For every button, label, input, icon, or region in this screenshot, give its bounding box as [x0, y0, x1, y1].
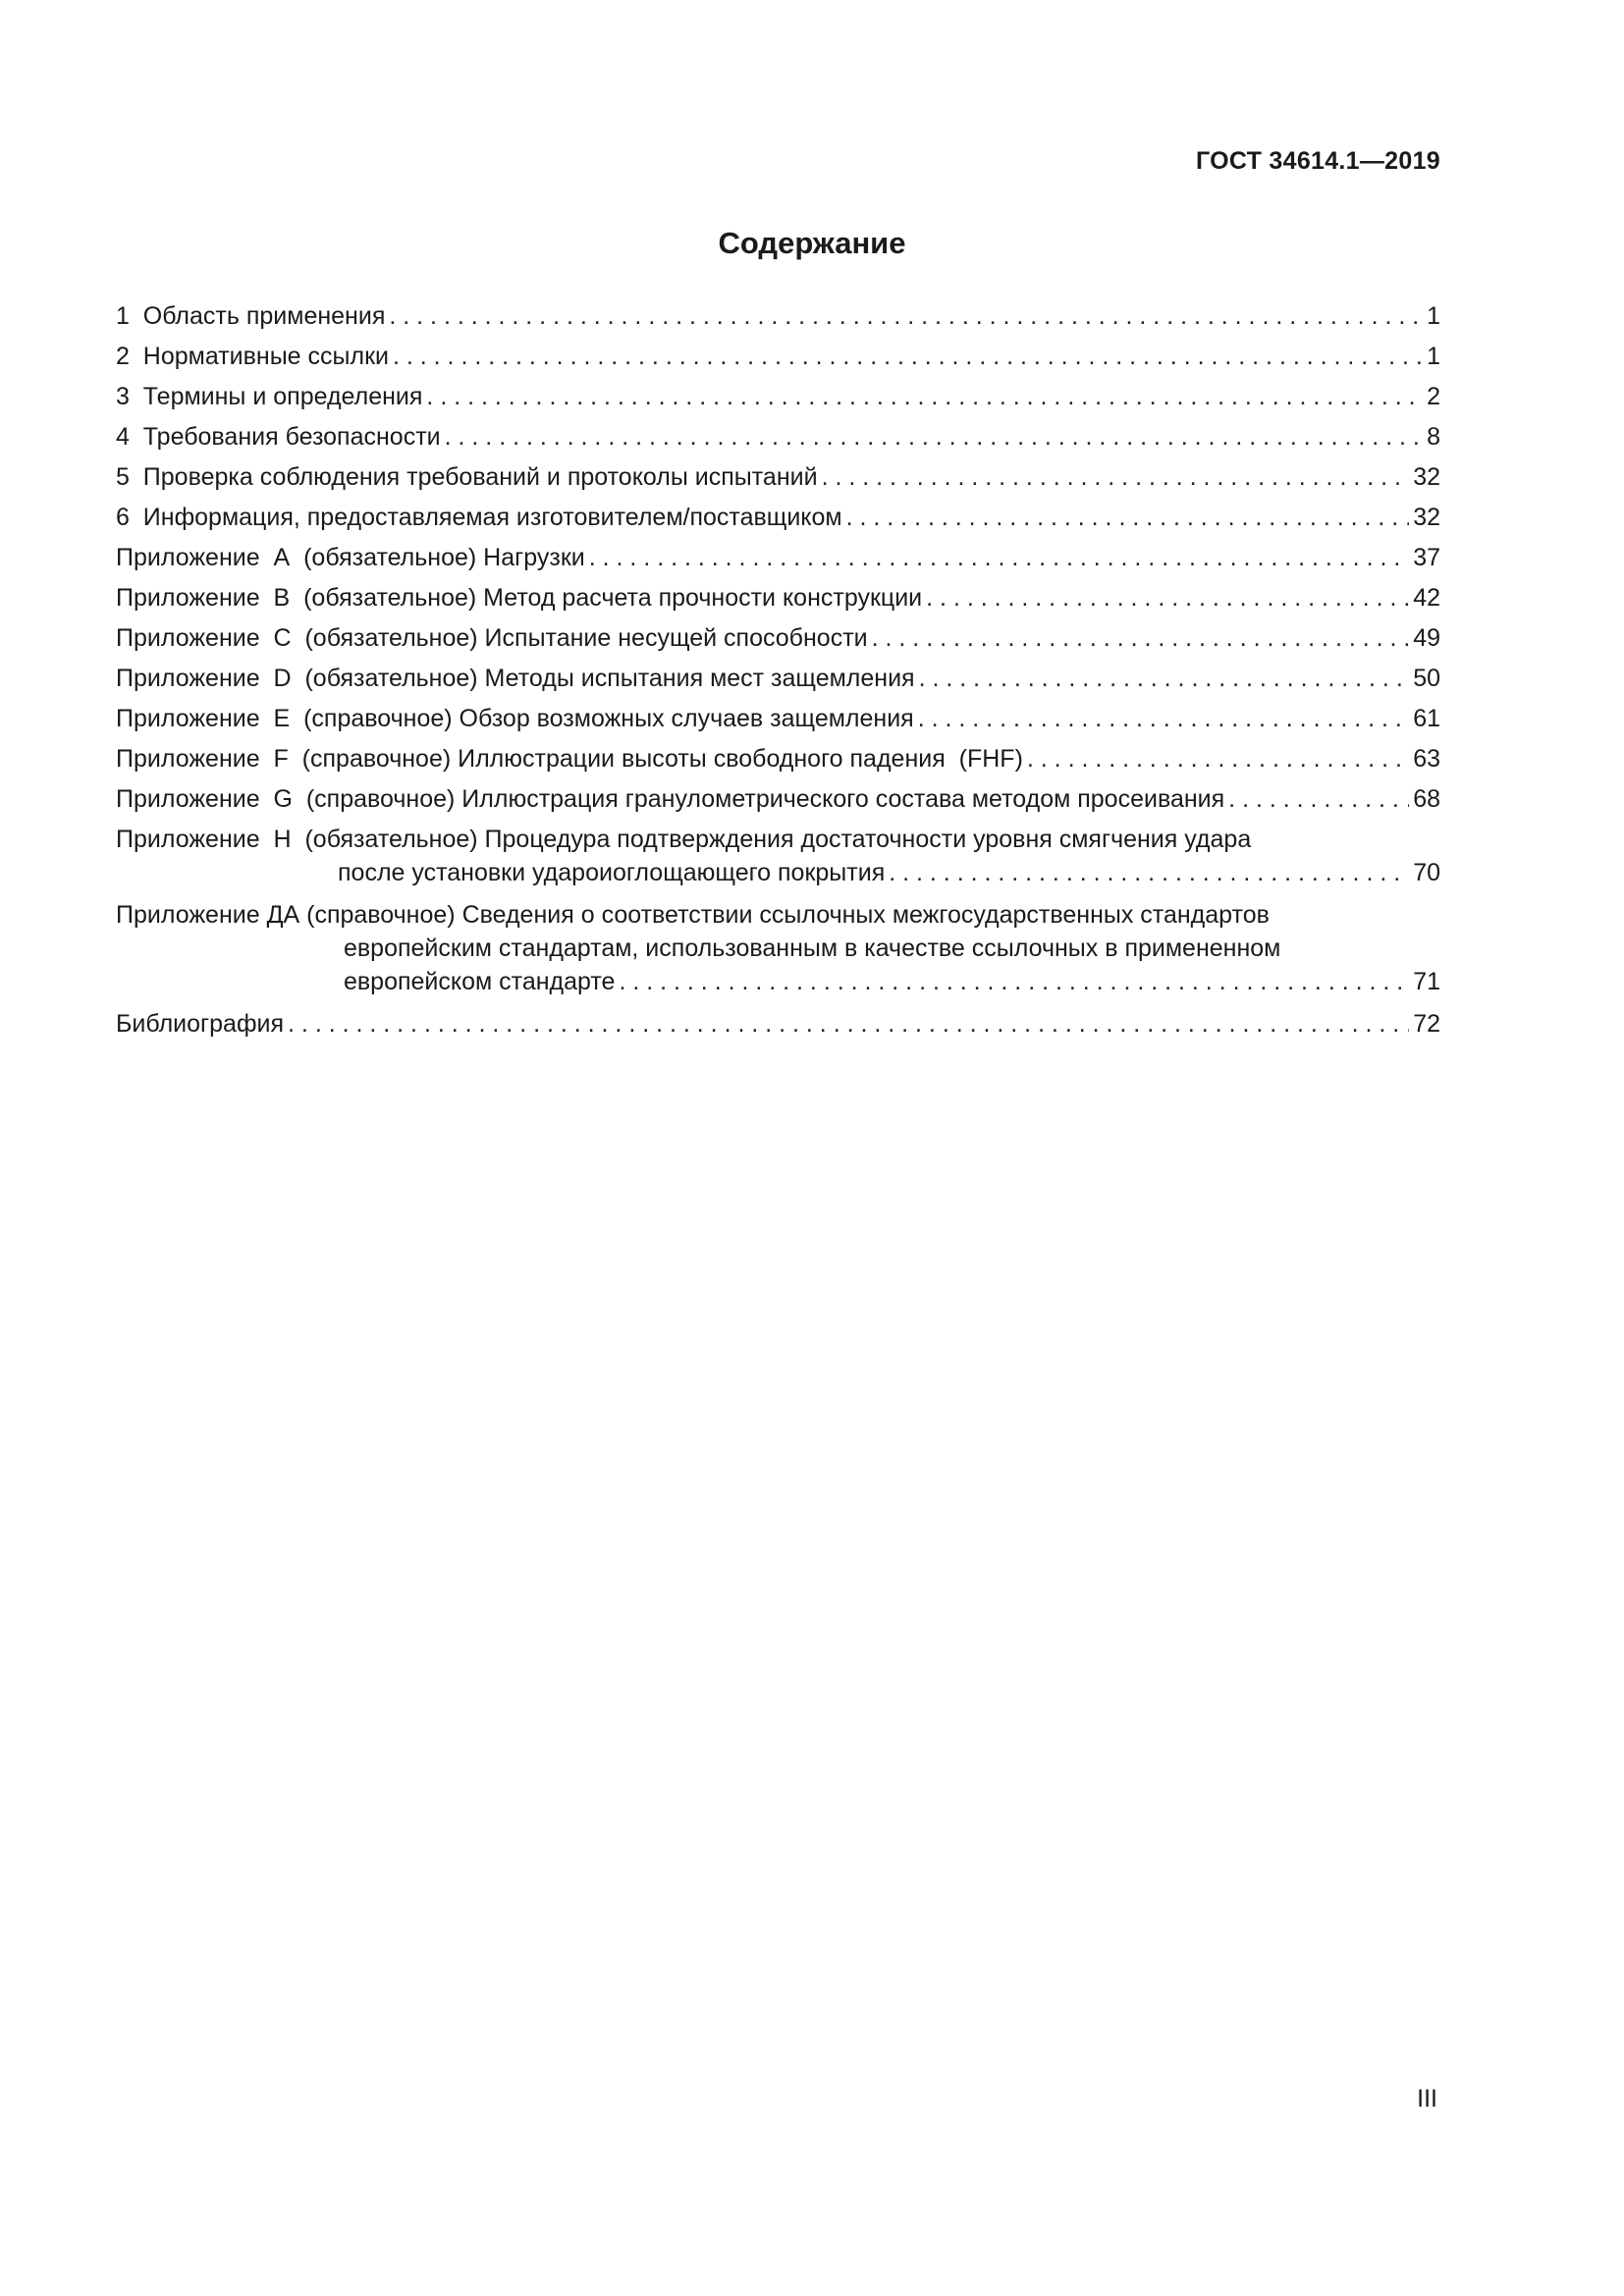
toc-entry[interactable]: [116, 420, 1440, 454]
dot-leader: [1027, 742, 1409, 775]
toc-entry[interactable]: [116, 541, 1440, 574]
dot-leader: [426, 380, 1423, 413]
toc-page-number: 8: [1427, 423, 1440, 451]
toc-entry-label: 1 Область применения: [116, 302, 386, 330]
toc-page-number: 68: [1413, 785, 1440, 813]
toc-entry[interactable]: [116, 898, 1440, 998]
toc-entry-label: Библиография: [116, 1010, 285, 1038]
dot-leader: [619, 965, 1409, 998]
toc-entry[interactable]: [116, 581, 1440, 614]
toc-entry[interactable]: [116, 662, 1440, 695]
toc-page-number: 2: [1427, 383, 1440, 410]
toc-entry-label: 5 Проверка соблюдения требований и протоколы испытаний: [116, 463, 818, 491]
toc-page-number: 32: [1413, 463, 1440, 491]
toc-entry-label: Приложение В (обязательное) Метод расчета прочности конструкции: [116, 584, 923, 612]
toc-entry[interactable]: [116, 340, 1440, 373]
page-number: III: [1417, 2085, 1437, 2112]
toc-entry[interactable]: [116, 460, 1440, 494]
toc-entry-label: Приложение Н (обязательное) Процедура подтверждения достаточности уровня смягчения удара: [116, 826, 1252, 853]
dot-leader: [389, 299, 1423, 333]
toc-entry[interactable]: [116, 501, 1440, 534]
toc-entry[interactable]: [116, 702, 1440, 735]
toc-page-number: 1: [1427, 302, 1440, 330]
toc-entry-label: Приложение Е (справочное) Обзор возможных случаев защемления: [116, 705, 914, 732]
toc-page-number: 50: [1413, 665, 1440, 692]
toc-entry-label: Приложение G (справочное) Иллюстрация гранулометрического состава методом просеивания: [116, 785, 1225, 813]
dot-leader: [589, 541, 1409, 574]
toc-entry-label: 4 Требования безопасности: [116, 423, 441, 451]
toc-entry[interactable]: [116, 742, 1440, 775]
dot-leader: [872, 621, 1410, 655]
toc-page-number: 63: [1413, 745, 1440, 773]
toc-entry[interactable]: [116, 1007, 1440, 1041]
toc-entry-continuation: европейском стандарте: [344, 968, 616, 995]
toc-entry-label: 2 Нормативные ссылки: [116, 343, 389, 370]
dot-leader: [889, 856, 1409, 889]
toc-entry[interactable]: [116, 621, 1440, 655]
table-of-contents: [116, 299, 1440, 1047]
toc-entry[interactable]: [116, 299, 1440, 333]
toc-entry-label: Приложение С (обязательное) Испытание несущей способности: [116, 624, 868, 652]
dot-leader: [822, 460, 1410, 494]
dot-leader: [445, 420, 1423, 454]
toc-page-number: 72: [1413, 1010, 1440, 1038]
dot-leader: [1228, 782, 1409, 816]
dot-leader: [393, 340, 1423, 373]
toc-entry-continuation: после установки удароиоглощающего покрытия: [338, 859, 886, 886]
toc-page-number: 42: [1413, 584, 1440, 612]
toc-entry-label: Приложение D (обязательное) Методы испытания мест защемления: [116, 665, 915, 692]
toc-page-number: 70: [1413, 859, 1440, 886]
toc-entry-continuation: европейским стандартам, использованным в качестве ссылочных в примененном: [344, 934, 1281, 962]
dot-leader: [288, 1007, 1409, 1041]
toc-entry-label: 3 Термины и определения: [116, 383, 423, 410]
toc-page-number: 1: [1427, 343, 1440, 370]
toc-entry-label: 6 Информация, предоставляемая изготовителем/поставщиком: [116, 504, 842, 531]
dot-leader: [846, 501, 1410, 534]
toc-entry-label: Приложение F (справочное) Иллюстрации высоты свободного падения (FHF): [116, 745, 1023, 773]
toc-page-number: 71: [1413, 968, 1440, 995]
toc-page-number: 37: [1413, 544, 1440, 571]
toc-page-number: 61: [1413, 705, 1440, 732]
dot-leader: [919, 662, 1410, 695]
standard-designation: ГОСТ 34614.1—2019: [1195, 147, 1440, 175]
toc-entry-label: Приложение ДА (справочное) Сведения о соответствии ссылочных межгосударственных стандартов: [116, 901, 1270, 929]
toc-entry-label: Приложение А (обязательное) Нагрузки: [116, 544, 585, 571]
dot-leader: [918, 702, 1409, 735]
toc-page-number: 49: [1413, 624, 1440, 652]
toc-page-number: 32: [1413, 504, 1440, 531]
page-title: Содержание: [718, 226, 906, 260]
dot-leader: [926, 581, 1409, 614]
toc-entry[interactable]: [116, 823, 1440, 889]
toc-entry[interactable]: [116, 380, 1440, 413]
toc-entry[interactable]: [116, 782, 1440, 816]
